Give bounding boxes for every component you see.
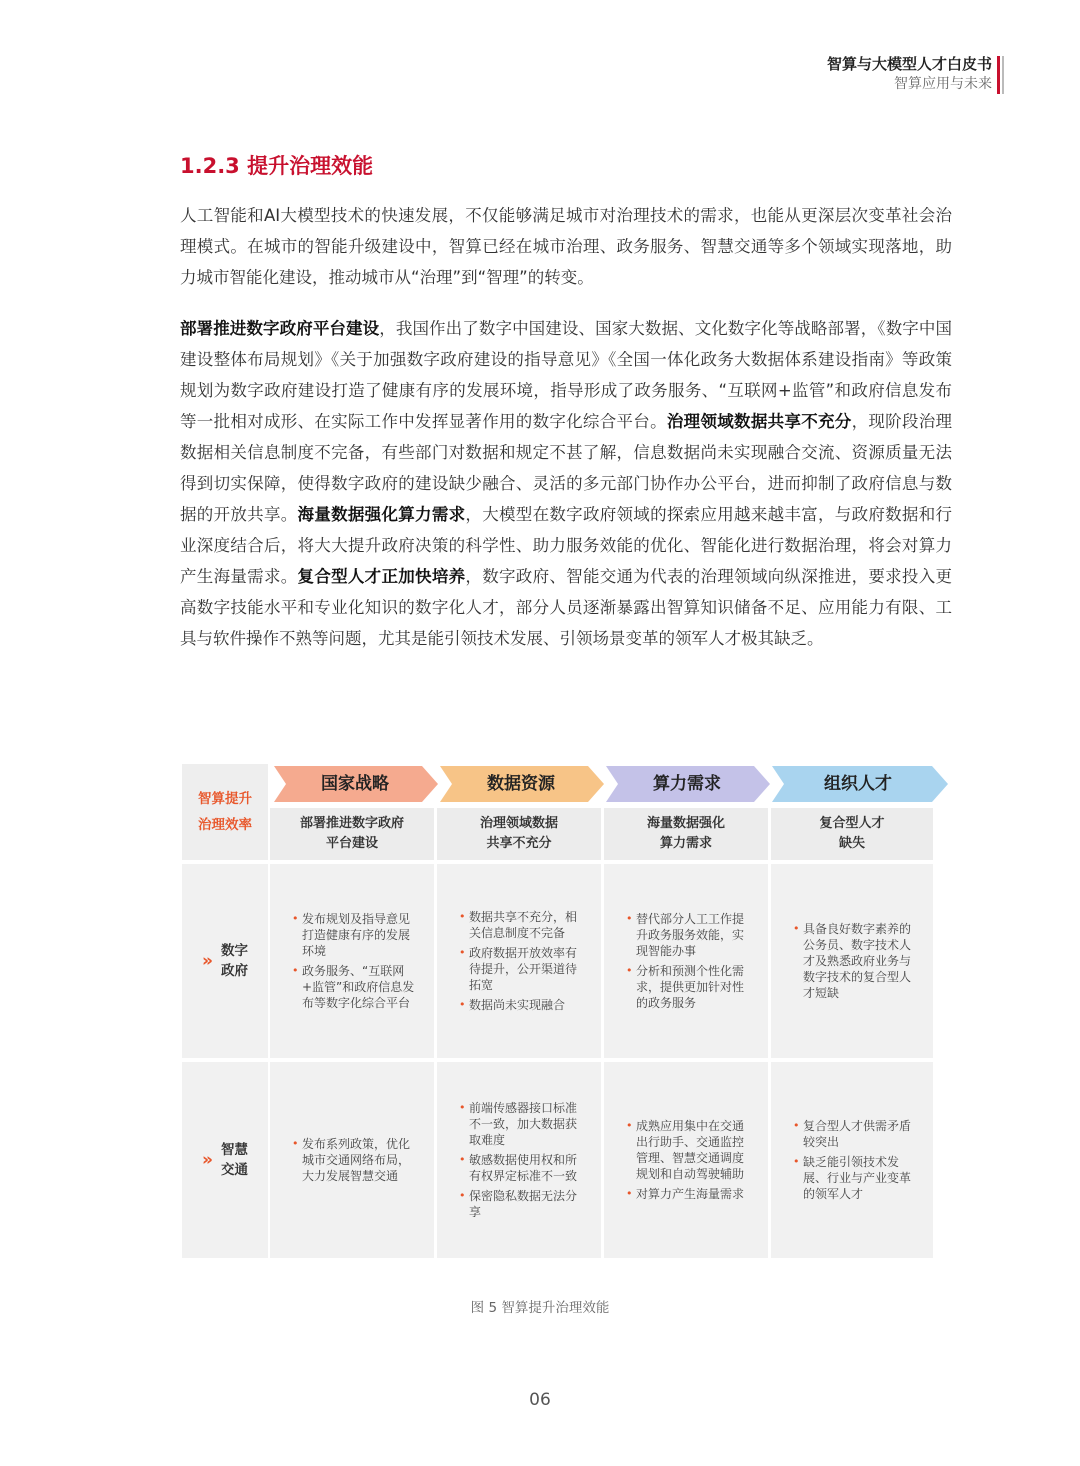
- list-item: • 缺乏能引领技术发展、行业与产业变革的领军人才: [793, 1154, 919, 1202]
- list-item: • 成熟应用集中在交通出行助手、交通监控管理、智慧交通调度规划和自动驾驶辅助: [626, 1118, 754, 1182]
- header-subtitle: 智算应用与未来: [894, 76, 992, 92]
- double-chevron-icon: »: [202, 951, 213, 971]
- corner-line-2: 治理效率: [198, 817, 252, 833]
- double-chevron-icon: »: [202, 1150, 213, 1170]
- paragraph-segment-2: ，现阶段治理数据相关信息制度不完备，有些部门对数据和规定不甚了解，信息数据尚未实现融合交流、资源质量无法得到切实保障，使得数字政府的建设缺少融合、灵活的多元部门协作办公平台，进而抑制了政府信息与数据的开放共享。: [180, 412, 953, 524]
- list-item: • 前端传感器接口标准不一致，加大数据获取难度: [459, 1100, 587, 1148]
- header-title: 智算与大模型人才白皮书: [826, 55, 992, 73]
- cell-transport-strategy: [270, 1062, 434, 1258]
- column-subheader-4: 复合型人才 缺失: [771, 808, 933, 860]
- cell-gov-compute: [604, 864, 768, 1058]
- cell-gov-talent: [771, 864, 933, 1058]
- list-item: • 分析和预测个性化需求，提供更加针对性的政务服务: [626, 963, 754, 1011]
- cell-transport-data: [437, 1062, 601, 1258]
- column-title-4: 组织人才: [824, 774, 892, 794]
- paragraph-segment-3: ，大模型在数字政府领域的探索应用越来越丰富，与政府数据和行业深度结合后，将大大提升政府决策的科学性、助力服务效能的优化、智能化进行数据治理，将会对算力产生海量需求。: [180, 505, 953, 586]
- bold-lead-1: 部署推进数字政府平台建设: [180, 319, 380, 338]
- corner-line-1: 智算提升: [198, 791, 252, 807]
- section-title: 1.2.3 提升治理效能: [180, 154, 374, 178]
- figure-governance-matrix: [182, 764, 952, 1260]
- list-item: • 具备良好数字素养的公务员、数字技术人才及熟悉政府业务与数字技术的复合型人才短缺: [793, 921, 919, 1001]
- header-accent-bar: [997, 56, 1000, 94]
- list-item: • 复合型人才供需矛盾较突出: [793, 1118, 919, 1150]
- list-item: • 敏感数据使用权和所有权界定标准不一致: [459, 1152, 587, 1184]
- column-title-2: 数据资源: [487, 774, 555, 794]
- paragraph-segment-1: ，我国作出了数字中国建设、国家大数据、文化数字化等战略部署，《数字中国建设整体布局规划》《关于加强数字政府建设的指导意见》《全国一体化政务大数据体系建设指南》等政策规划为数字政府建设打造了健康有序的发展环境，指导形成了政务服务、“互联网+监管”和政府信息发布等一批相对成形、在实际工作中发挥显著作用的数字化综合平台。: [180, 319, 953, 431]
- paragraph-segment-4: ，数字政府、智能交通为代表的治理领域向纵深推进，要求投入更高数字技能水平和专业化知识的数字化人才，部分人员逐渐暴露出智算知识储备不足、应用能力有限、工具与软件操作不熟等问题，尤其是能引领技术发展、引领场景变革的领军人才极其缺乏。: [180, 567, 953, 648]
- column-subheader-1: 部署推进数字政府 平台建设: [270, 808, 434, 860]
- bold-lead-2: 治理领域数据共享不充分: [666, 412, 852, 431]
- page-number: 06: [529, 1390, 551, 1410]
- row-label-digital-government: » 数字 政府: [182, 864, 268, 1058]
- header-accent-bar-grey: [1002, 56, 1004, 94]
- figure-caption: 图 5 智算提升治理效能: [470, 1300, 610, 1316]
- column-title-1: 国家战略: [321, 774, 389, 794]
- cell-transport-talent: [771, 1062, 933, 1258]
- column-subheader-3: 海量数据强化 算力需求: [604, 808, 768, 860]
- column-title-3: 算力需求: [653, 774, 721, 794]
- list-item: • 政府数据开放效率有待提升，公开渠道待拓宽: [459, 945, 587, 993]
- list-item: • 保密隐私数据无法分享: [459, 1188, 587, 1220]
- paragraph-details: [180, 313, 952, 654]
- bold-lead-3: 海量数据强化算力需求: [297, 505, 466, 524]
- list-item: • 发布规划及指导意见打造健康有序的发展环境: [292, 911, 420, 959]
- row-label-smart-transport: » 智慧 交通: [182, 1062, 268, 1258]
- list-item: • 发布系列政策，优化城市交通网络布局，大力发展智慧交通: [292, 1136, 420, 1184]
- list-item: • 政务服务、“互联网+监管”和政府信息发布等数字化综合平台: [292, 963, 420, 1011]
- list-item: • 数据尚未实现融合: [459, 997, 587, 1013]
- cell-gov-data: [437, 864, 601, 1058]
- running-header: [827, 54, 992, 94]
- list-item: • 替代部分人工工作提升政务服务效能，实现智能办事: [626, 911, 754, 959]
- list-item: • 对算力产生海量需求: [626, 1186, 754, 1202]
- column-subheader-2: 治理领域数据 共享不充分: [437, 808, 601, 860]
- paragraph-intro: 人工智能和AI大模型技术的快速发展，不仅能够满足城市对治理技术的需求，也能从更深层次变革社会治理模式。在城市的智能升级建设中，智算已经在城市治理、政务服务、智慧交通等多个领域实现落地，助力城市智能化建设，推动城市从“治理”到“智理”的转变。: [180, 206, 952, 287]
- bold-lead-4: 复合型人才正加快培养: [297, 567, 466, 586]
- cell-gov-strategy: [270, 864, 434, 1058]
- cell-transport-compute: [604, 1062, 768, 1258]
- list-item: • 数据共享不充分，相关信息制度不完备: [459, 909, 587, 941]
